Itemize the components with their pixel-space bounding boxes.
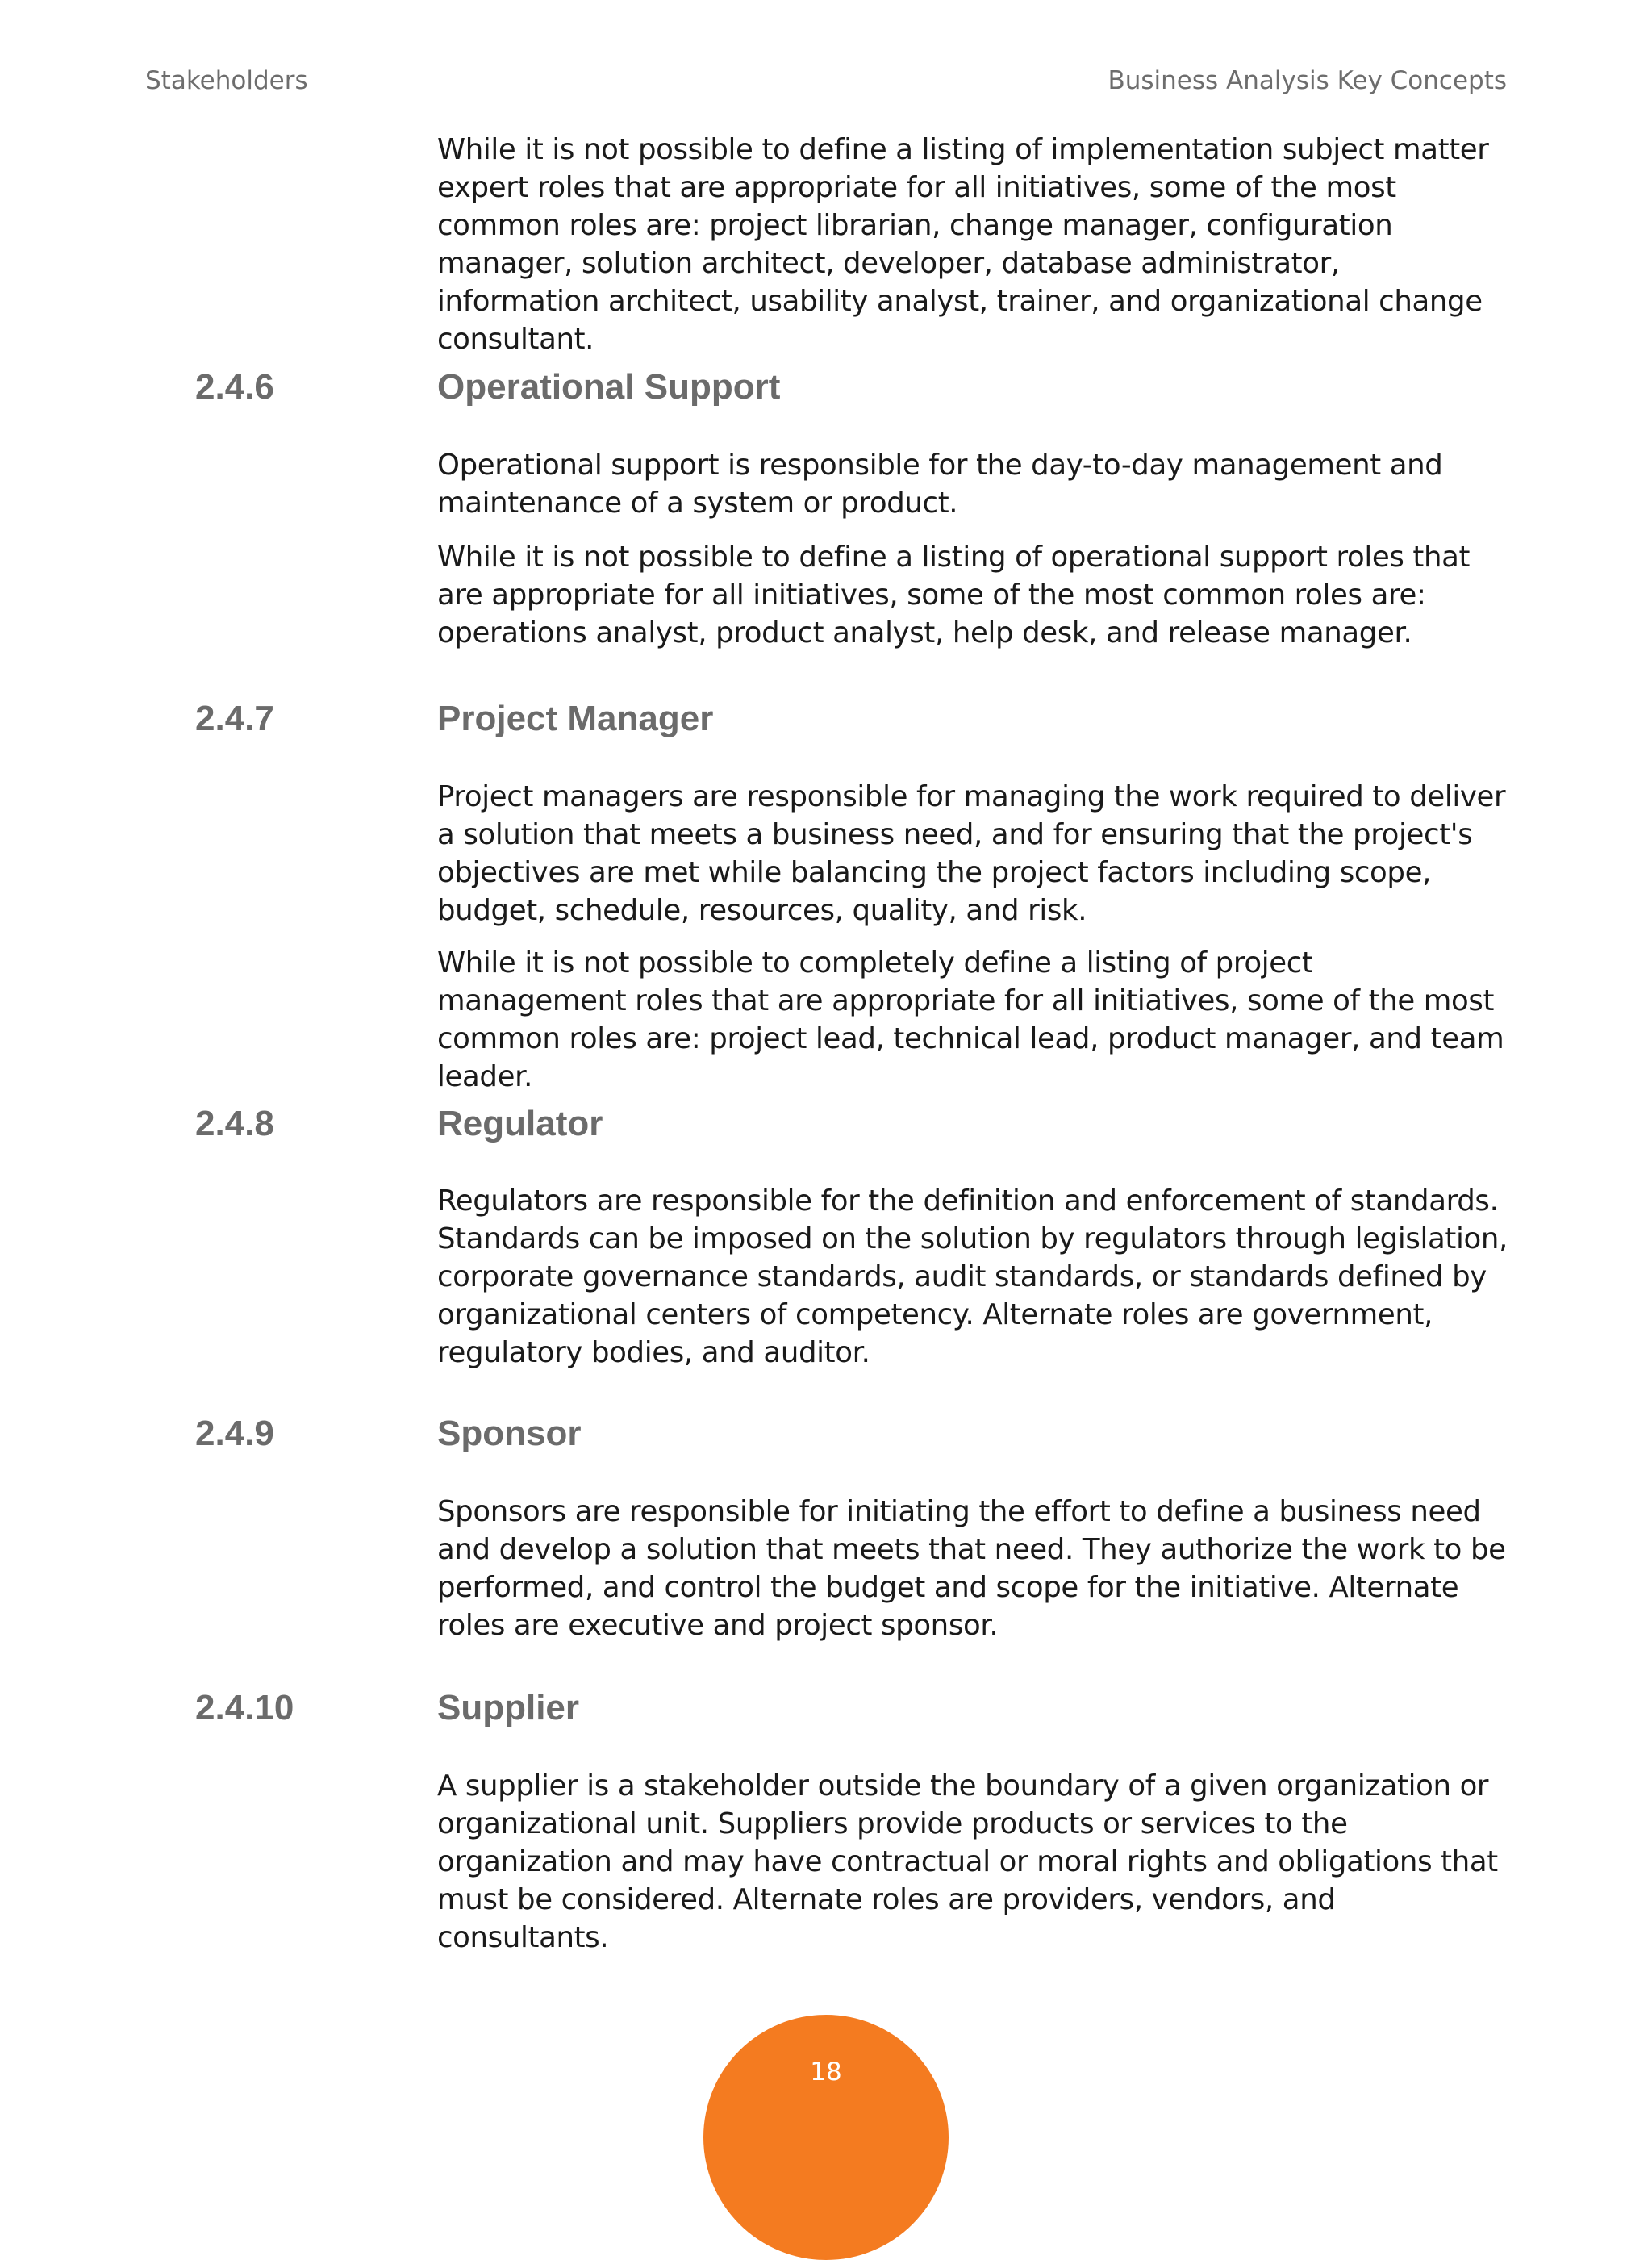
section-paragraph: Project managers are responsible for managing the work required to deliver a solution that meets a business need, and for ensuring that the project's objectives are met while balancing the project factors including scope, budget, schedule, resources, quality, and risk. <box>437 780 1506 927</box>
section-paragraph: A supplier is a stakeholder outside the boundary of a given organization or organizational unit. Suppliers provide products or services to the organization and may have contractual or moral rights and obligations that must be considered. Alternate roles are providers, vendors, and consultants. <box>437 1769 1498 1954</box>
section-paragraph: Sponsors are responsible for initiating the effort to define a business need and develop a solution that meets that need. They authorize the work to be performed, and control the budget and scope for the initiative. Alternate roles are executive and project sponsor. <box>437 1495 1506 1642</box>
section-title-regulator: Regulator <box>437 1104 603 1143</box>
section-number-2-4-9: 2.4.9 <box>195 1414 274 1453</box>
section-number-2-4-6: 2.4.6 <box>195 367 274 407</box>
section-title-operational-support: Operational Support <box>437 367 781 407</box>
section-number-2-4-8: 2.4.8 <box>195 1104 274 1143</box>
section-title-project-manager: Project Manager <box>437 699 714 738</box>
page-number-badge <box>703 2015 949 2260</box>
intro-paragraph: While it is not possible to define a listing of implementation subject matter expert roles that are appropriate for all initiatives, some of the most common roles are: project librarian, change manager, configuration manager, solution architect, developer, database administrator, information architect, usability analyst, trainer, and organizational change consultant. <box>437 133 1489 356</box>
section-number-2-4-7: 2.4.7 <box>195 699 274 738</box>
running-header <box>145 66 1507 98</box>
section-paragraph: While it is not possible to completely define a listing of project management roles that are appropriate for all initiatives, some of the most common roles are: project lead, technical lead, product manager, and team leader. <box>437 946 1504 1093</box>
section-title-sponsor: Sponsor <box>437 1414 582 1453</box>
header-book-title: Business Analysis Key Concepts <box>1108 66 1507 95</box>
section-number-2-4-10: 2.4.10 <box>195 1688 294 1727</box>
page-number: 18 <box>810 2057 842 2087</box>
section-paragraph: Operational support is responsible for the day-to-day management and maintenance of a system or product. <box>437 449 1443 520</box>
header-chapter-title: Stakeholders <box>145 66 308 95</box>
section-paragraph: Regulators are responsible for the definition and enforcement of standards. Standards can be imposed on the solution by regulators through legislation, corporate governance standards, audit standards, or standards defined by organizational centers of competency. Alternate roles are government, regulatory bodies, and auditor. <box>437 1184 1508 1369</box>
section-title-supplier: Supplier <box>437 1688 580 1727</box>
section-paragraph: While it is not possible to define a listing of operational support roles that are appropriate for all initiatives, some of the most common roles are: operations analyst, product analyst, help desk, and release manager. <box>437 541 1471 650</box>
